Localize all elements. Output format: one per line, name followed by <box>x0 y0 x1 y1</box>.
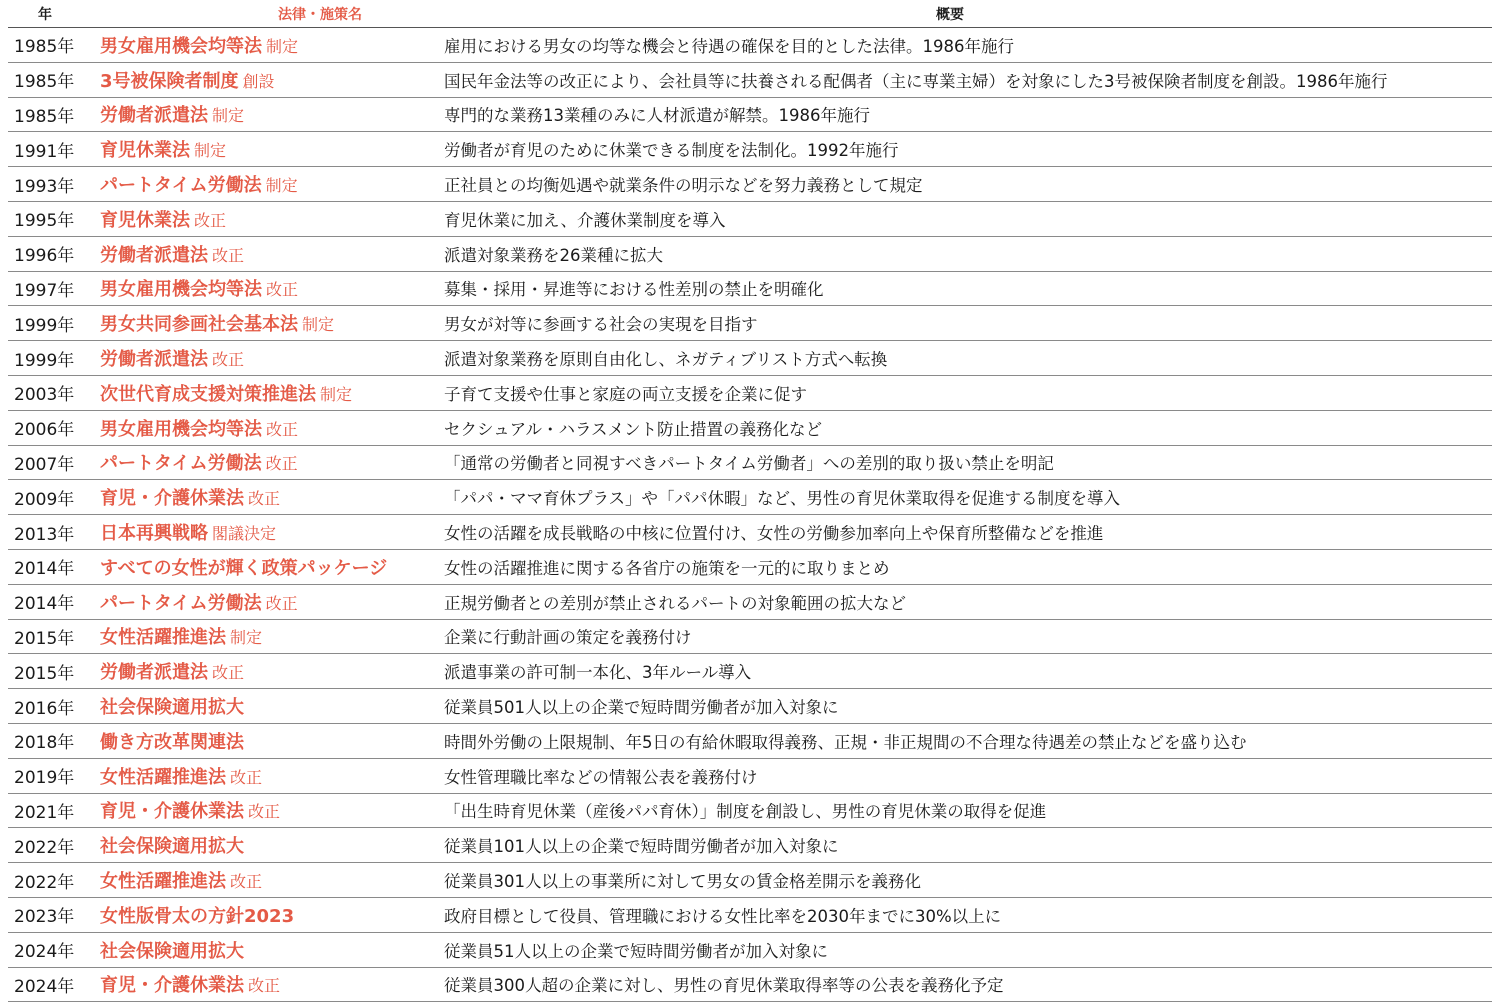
row-summary <box>436 694 1492 718</box>
summary-text: 女性の活躍を成長戦略の中核に位置付け、女性の労働参加率向上や保育所整備などを推進 <box>444 524 1104 544</box>
law-name: 男女共同参画社会基本法 <box>100 314 298 336</box>
row-year: 2006年 <box>14 420 75 441</box>
law-action: 制定 <box>194 141 227 161</box>
row-summary <box>436 729 1492 753</box>
summary-column-header: 概要 <box>936 6 964 23</box>
summary-text: 子育て支援や仕事と家庭の両立支援を企業に促す <box>444 384 807 404</box>
row-summary <box>436 938 1492 962</box>
row-year: 1985年 <box>14 106 75 127</box>
row-law <box>92 380 436 406</box>
row-summary <box>436 485 1492 509</box>
row-year: 2022年 <box>14 872 75 893</box>
summary-text: 正社員との均衡処遇や就業条件の明示などを努力義務として規定 <box>444 176 923 196</box>
table-row <box>8 411 1492 446</box>
row-year: 1993年 <box>14 176 75 197</box>
law-action: 改正 <box>248 976 281 996</box>
row-year: 2024年 <box>14 976 75 997</box>
law-action: 制定 <box>302 315 335 335</box>
table-row <box>8 515 1492 550</box>
law-name: 育児・介護休業法 <box>100 488 244 510</box>
row-year: 2019年 <box>14 768 75 789</box>
policy-timeline-table <box>8 0 1492 1002</box>
table-body <box>8 28 1492 1002</box>
row-year: 1999年 <box>14 315 75 336</box>
law-name: 女性活躍推進法 <box>100 766 226 788</box>
law-name: すべての女性が輝く政策パッケージ <box>100 557 388 579</box>
law-name: 育児休業法 <box>100 209 190 231</box>
row-law <box>92 171 436 197</box>
table-row <box>8 689 1492 724</box>
law-name: 次世代育成支援対策推進法 <box>100 383 316 405</box>
row-law <box>92 484 436 510</box>
row-year: 2014年 <box>14 559 75 580</box>
row-year: 2018年 <box>14 733 75 754</box>
row-law <box>92 971 436 997</box>
row-summary <box>436 520 1492 544</box>
law-name: 労働者派遣法 <box>100 662 208 684</box>
summary-text: 「通常の労働者と同視すべきパートタイム労働者」への差別的取り扱い禁止を明記 <box>444 454 1054 474</box>
table-row <box>8 376 1492 411</box>
summary-text: 国民年金法等の改正により、会社員等に扶養される配偶者（主に専業主婦）を対象にした3号被保険者制度を創設。1986年施行 <box>444 71 1388 91</box>
row-year: 1985年 <box>14 72 75 93</box>
law-name: 育児休業法 <box>100 140 190 162</box>
summary-text: 時間外労働の上限規制、年5日の有給休暇取得義務、正規・非正規間の不合理な待遇差の禁止などを盛り込む <box>444 732 1247 752</box>
summary-text: 女性管理職比率などの情報公表を義務付け <box>444 767 758 787</box>
law-name: パートタイム労働法 <box>100 175 262 197</box>
row-summary <box>436 242 1492 266</box>
row-summary <box>436 903 1492 927</box>
row-summary <box>436 659 1492 683</box>
summary-text: 専門的な業務13業種のみに人材派遣が解禁。1986年施行 <box>444 106 870 126</box>
table-row <box>8 63 1492 98</box>
law-action: 改正 <box>212 350 245 370</box>
table-row <box>8 480 1492 515</box>
row-summary <box>436 798 1492 822</box>
table-row <box>8 446 1492 481</box>
summary-text: 派遣事業の許可制一本化、3年ルール導入 <box>444 663 752 683</box>
summary-text: 従業員101人以上の企業で短時間労働者が加入対象に <box>444 837 839 857</box>
row-summary <box>436 833 1492 857</box>
row-year: 1991年 <box>14 141 75 162</box>
table-row <box>8 968 1492 1002</box>
table-row <box>8 898 1492 933</box>
row-law <box>92 206 436 232</box>
summary-text: 育児休業に加え、介護休業制度を導入 <box>444 210 726 230</box>
law-action: 制定 <box>212 106 245 126</box>
law-action: 改正 <box>212 663 245 683</box>
law-action: 改正 <box>248 489 281 509</box>
table-row <box>8 341 1492 376</box>
row-year: 2013年 <box>14 524 75 545</box>
row-law <box>92 345 436 371</box>
row-year: 2023年 <box>14 907 75 928</box>
row-year: 2003年 <box>14 385 75 406</box>
summary-text: 従業員51人以上の企業で短時間労働者が加入対象に <box>444 941 828 961</box>
law-action: 改正 <box>265 454 298 474</box>
law-name: 社会保険適用拡大 <box>100 940 244 962</box>
row-summary <box>436 868 1492 892</box>
row-law <box>92 415 436 441</box>
summary-text: 男女が対等に参画する社会の実現を目指す <box>444 315 758 335</box>
law-name: 育児・介護休業法 <box>100 975 244 997</box>
row-year: 1999年 <box>14 350 75 371</box>
row-summary <box>436 416 1492 440</box>
row-law <box>92 797 436 823</box>
summary-text: 従業員501人以上の企業で短時間労働者が加入対象に <box>444 698 839 718</box>
row-law <box>92 937 436 963</box>
summary-text: 雇用における男女の均等な機会と待遇の確保を目的とした法律。1986年施行 <box>444 36 1014 56</box>
summary-text: 政府目標として役員、管理職における女性比率を2030年までに30%以上に <box>444 906 1002 926</box>
row-year: 2022年 <box>14 837 75 858</box>
law-name: 日本再興戦略 <box>100 523 208 545</box>
summary-text: 「パパ・ママ育休プラス」や「パパ休暇」など、男性の育児休業取得を促進する制度を導入 <box>444 489 1121 509</box>
row-year: 2024年 <box>14 942 75 963</box>
row-summary <box>436 137 1492 161</box>
row-year: 1995年 <box>14 211 75 232</box>
law-name: 労働者派遣法 <box>100 105 208 127</box>
row-summary <box>436 590 1492 614</box>
row-law <box>92 310 436 336</box>
table-row <box>8 202 1492 237</box>
table-row <box>8 863 1492 898</box>
table-row <box>8 654 1492 689</box>
table-row <box>8 272 1492 307</box>
law-action: 改正 <box>266 419 299 439</box>
law-action: 改正 <box>212 245 245 265</box>
law-name: 働き方改革関連法 <box>100 731 244 753</box>
row-law <box>92 693 436 719</box>
table-row <box>8 585 1492 620</box>
law-action: 改正 <box>194 210 227 230</box>
row-summary <box>436 102 1492 126</box>
row-law <box>92 449 436 475</box>
table-row <box>8 132 1492 167</box>
law-name: 女性版骨太の方針2023 <box>100 905 295 927</box>
law-name: 社会保険適用拡大 <box>100 697 244 719</box>
law-name: パートタイム労働法 <box>100 592 262 614</box>
row-law <box>92 241 436 267</box>
law-name: 労働者派遣法 <box>100 349 208 371</box>
summary-text: 「出生時育児休業（産後パパ育休）」制度を創設し、男性の育児休業の取得を促進 <box>444 802 1047 822</box>
row-law <box>92 67 436 93</box>
law-action: 制定 <box>230 628 263 648</box>
row-law <box>92 101 436 127</box>
law-action: 改正 <box>266 280 299 300</box>
law-name: 男女雇用機会均等法 <box>100 418 262 440</box>
law-action: 改正 <box>248 802 281 822</box>
row-law <box>92 763 436 789</box>
law-name: 社会保険適用拡大 <box>100 836 244 858</box>
row-summary <box>436 68 1492 92</box>
law-action: 制定 <box>320 384 353 404</box>
year-column-header: 年 <box>38 6 52 23</box>
law-action: 閣議決定 <box>212 524 277 544</box>
summary-text: 正規労働者との差別が禁止されるパートの対象範囲の拡大など <box>444 593 906 613</box>
row-year: 2021年 <box>14 802 75 823</box>
table-row <box>8 167 1492 202</box>
row-law <box>92 519 436 545</box>
summary-text: 従業員301人以上の事業所に対して男女の賃金格差開示を義務化 <box>444 872 921 892</box>
row-summary <box>436 555 1492 579</box>
summary-text: 従業員300人超の企業に対し、男性の育児休業取得率等の公表を義務化予定 <box>444 976 1004 996</box>
law-column-header: 法律・施策名 <box>278 6 362 23</box>
table-row <box>8 237 1492 272</box>
law-action: 改正 <box>265 593 298 613</box>
law-action: 制定 <box>265 176 298 196</box>
row-law <box>92 902 436 928</box>
summary-text: 女性の活躍推進に関する各省庁の施策を一元的に取りまとめ <box>444 558 890 578</box>
law-name: 男女雇用機会均等法 <box>100 279 262 301</box>
row-summary <box>436 311 1492 335</box>
row-year: 2015年 <box>14 663 75 684</box>
row-law <box>92 32 436 58</box>
law-action: 制定 <box>266 36 299 56</box>
row-summary <box>436 207 1492 231</box>
law-action: 改正 <box>230 872 263 892</box>
row-summary <box>436 33 1492 57</box>
law-name: 労働者派遣法 <box>100 244 208 266</box>
row-year: 1996年 <box>14 246 75 267</box>
table-row <box>8 759 1492 794</box>
row-law <box>92 554 436 580</box>
law-name: パートタイム労働法 <box>100 453 262 475</box>
law-name: 育児・介護休業法 <box>100 801 244 823</box>
row-law <box>92 832 436 858</box>
row-year: 1997年 <box>14 280 75 301</box>
row-law <box>92 136 436 162</box>
summary-text: セクシュアル・ハラスメント防止措置の義務化など <box>444 419 823 439</box>
row-law <box>92 658 436 684</box>
summary-text: 企業に行動計画の策定を義務付け <box>444 628 692 648</box>
law-name: 女性活躍推進法 <box>100 627 226 649</box>
table-row <box>8 828 1492 863</box>
table-row <box>8 724 1492 759</box>
row-year: 2007年 <box>14 454 75 475</box>
row-summary <box>436 764 1492 788</box>
row-year: 2009年 <box>14 489 75 510</box>
row-summary <box>436 346 1492 370</box>
row-year: 1985年 <box>14 37 75 58</box>
table-row <box>8 98 1492 133</box>
row-law <box>92 623 436 649</box>
row-summary <box>436 624 1492 648</box>
row-summary <box>436 450 1492 474</box>
table-row <box>8 794 1492 829</box>
law-name: 女性活躍推進法 <box>100 871 226 893</box>
table-header <box>8 0 1492 28</box>
summary-text: 派遣対象業務を26業種に拡大 <box>444 245 663 265</box>
law-name: 男女雇用機会均等法 <box>100 35 262 57</box>
row-law <box>92 728 436 754</box>
table-row <box>8 28 1492 63</box>
law-action: 創設 <box>242 71 275 91</box>
row-summary <box>436 172 1492 196</box>
table-row <box>8 306 1492 341</box>
row-summary <box>436 381 1492 405</box>
row-year: 2016年 <box>14 698 75 719</box>
summary-text: 労働者が育児のために休業できる制度を法制化。1992年施行 <box>444 141 899 161</box>
law-name: 3号被保険者制度 <box>100 70 239 92</box>
row-year: 2014年 <box>14 594 75 615</box>
row-law <box>92 275 436 301</box>
law-action: 改正 <box>230 767 263 787</box>
row-summary <box>436 972 1492 996</box>
table-row <box>8 620 1492 655</box>
summary-text: 派遣対象業務を原則自由化し、ネガティブリスト方式へ転換 <box>444 350 888 370</box>
table-row <box>8 550 1492 585</box>
row-law <box>92 589 436 615</box>
row-summary <box>436 276 1492 300</box>
summary-text: 募集・採用・昇進等における性差別の禁止を明確化 <box>444 280 824 300</box>
row-law <box>92 867 436 893</box>
row-year: 2015年 <box>14 628 75 649</box>
table-row <box>8 933 1492 968</box>
